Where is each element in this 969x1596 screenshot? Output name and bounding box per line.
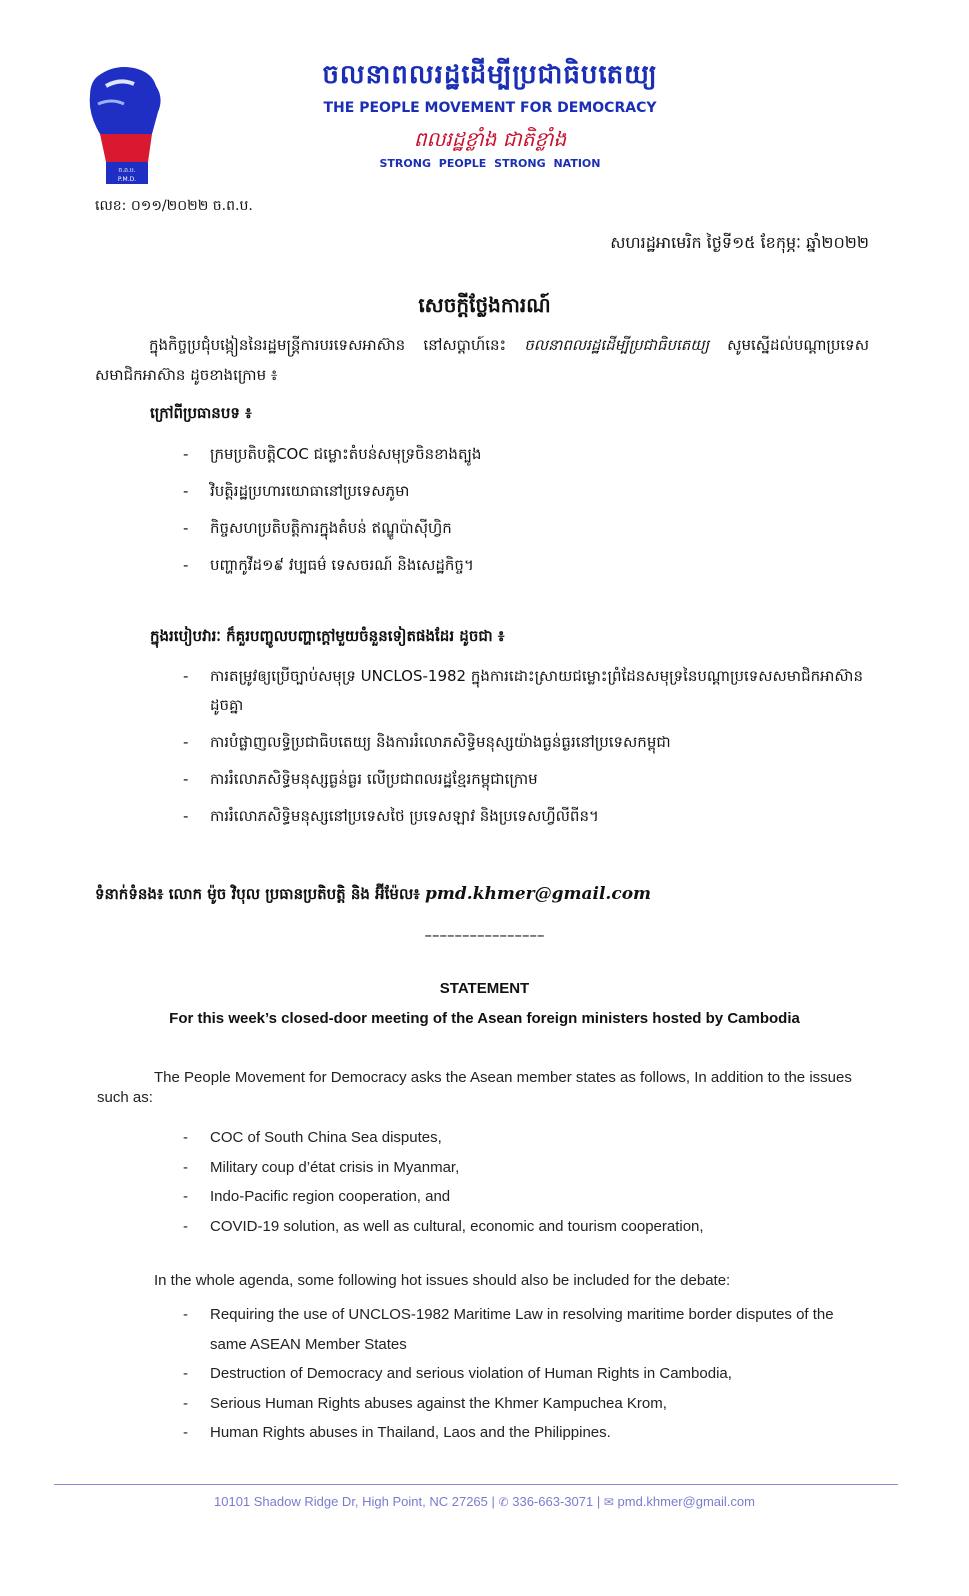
pmd-fist-logo [84,64,166,188]
reference-number: លេខ: ០១១/២០២២ ច.ព.ប. [95,198,253,214]
document-title-khmer: សេចក្តីថ្លែងការណ៍ [418,293,551,317]
footer-email[interactable]: pmd.khmer@gmail.com [617,1494,755,1509]
intro-paragraph-khmer [95,330,869,390]
intro-paragraph-english: The People Movement for Democracy asks the Asean member states as follows, In addition to the issues such as: [97,1069,852,1106]
hot-issue-list-english [183,1300,843,1448]
list-item: - ការរំលោភសិទ្ធិមនុស្សនៅប្រទេសថៃ ប្រទេសឡាវ និងប្រទេសហ្វីលីពីន។ [183,802,869,831]
footer [0,1494,969,1509]
logo-badge-line1: ច.ព.ប. [118,167,136,174]
footer-separator: | [596,1494,601,1509]
intro-text-a: ក្នុងកិច្ចប្រជុំបង្កៀននៃរដ្ឋមន្ត្រីការបរទេសអាស៊ាន នៅសប្តាហ៍នេះ [149,336,525,354]
logo-badge-line2: P.M.D. [117,176,137,183]
list-item: - Military coup d’état crisis in Myanmar, [183,1153,843,1183]
motto-english: STRONG PEOPLE STRONG NATION [379,157,601,170]
list-item: - Requiring the use of UNCLOS-1982 Maritime Law in resolving maritime border disputes of the same ASEAN Member States [183,1300,843,1359]
agenda-intro-english: In the whole agenda, some following hot issues should also be included for the debate: [154,1272,731,1289]
subhead-khmer-2: ក្នុងរបៀបវារៈ ក៏គួរបញ្ចូលបញ្ហាក្តៅមួយចំនួនទៀតផងដែរ ដូចជា ៖ [150,627,505,645]
intro-org-name: ចលនាពលរដ្ឋដើម្បីប្រជាធិបតេយ្យ [524,336,710,354]
footer-divider [54,1484,898,1485]
mail-icon: ✉ [603,1495,614,1509]
list-item: - កិច្ចសហប្រតិបត្តិការក្នុងតំបន់ ឥណ្ឌូប៉ាស៊ីហ្វិក [183,514,869,543]
contact-label: ទំនាក់ទំនង៖ លោក ម៉ូច វិបុល ប្រធានប្រតិបត្តិ និង អ៊ីម៉ែល៖ [95,885,426,903]
list-item: - បញ្ហាកូវីដ១៩ វប្បធម៌ ទេសចរណ៍ និងសេដ្ឋកិច្ច។ [183,551,869,580]
list-item: - Indo-Pacific region cooperation, and [183,1182,843,1212]
footer-separator: | [491,1494,495,1509]
subhead-khmer-1: ក្រៅពីប្រធានបទ ៖ [150,404,252,422]
statement-subtitle: For this week’s closed-door meeting of the Asean foreign ministers hosted by Cambodia [169,1010,800,1027]
section-divider: –––––––––––––––– [424,926,545,944]
list-item: - ការរំលោភសិទ្ធិមនុស្សធ្ងន់ធ្ងរ លើប្រជាពលរដ្ឋខ្មែរកម្ពុជាក្រោម [183,765,869,794]
footer-phone[interactable]: 336-663-3071 [512,1494,594,1509]
list-item: - Destruction of Democracy and serious violation of Human Rights in Cambodia, [183,1359,843,1389]
list-item: - Human Rights abuses in Thailand, Laos and the Philippines. [183,1418,843,1448]
document-date: សហរដ្ឋអាមេរិក ថ្ងៃទី១៥ ខែកុម្ភៈ ឆ្នាំ២០២២ [610,233,869,252]
list-item: - ក្រមប្រតិបត្តិCOC ជម្លោះតំបន់សមុទ្រចិនខាងត្បូង [183,440,869,469]
list-item: - COC of South China Sea disputes, [183,1123,843,1153]
issue-list-english [183,1123,843,1241]
list-item: - COVID-19 solution, as well as cultural, economic and tourism cooperation, [183,1212,843,1242]
list-item: - ការបំផ្លាញលទ្ធិប្រជាធិបតេយ្យ និងការរំលោភសិទ្ធិមនុស្សយ៉ាងធ្ងន់ធ្ងរនៅប្រទេសកម្ពុជា [183,728,869,757]
contact-line [95,884,651,907]
motto-khmer: ពលរដ្ឋខ្លាំង ជាតិខ្លាំង [413,127,567,151]
footer-address: 10101 Shadow Ridge Dr, High Point, NC 27265 [214,1494,488,1509]
hot-issue-list-khmer [183,662,869,839]
intro-text-b: សូមស្នើដល់បណ្តាប្រទេសសមាជិកអាស៊ាន ដូចខាងក្រោម ៖ [95,336,869,384]
list-item: - ការតម្រូវឲ្យប្រើច្បាប់សមុទ្រ UNCLOS-1982 ក្នុងការដោះស្រាយជម្លោះព្រំដែនសមុទ្រនៃបណ្តាប្រទេសសមាជិកអាស៊ានដូចគ្នា [183,662,869,720]
contact-email-link[interactable]: pmd.khmer@gmail.com [425,884,652,904]
list-item: - វិបត្តិរដ្ឋប្រហារយោធានៅប្រទេសភូមា [183,477,869,506]
issue-list-khmer [183,440,869,588]
list-item: - Serious Human Rights abuses against the Khmer Kampuchea Krom, [183,1389,843,1419]
org-name-english: THE PEOPLE MOVEMENT FOR DEMOCRACY [323,100,657,116]
statement-title: STATEMENT [439,980,530,997]
org-name-khmer: ចលនាពលរដ្ឋដើម្បីប្រជាធិបតេយ្យ [322,60,658,90]
phone-icon: ✆ [498,1495,509,1509]
